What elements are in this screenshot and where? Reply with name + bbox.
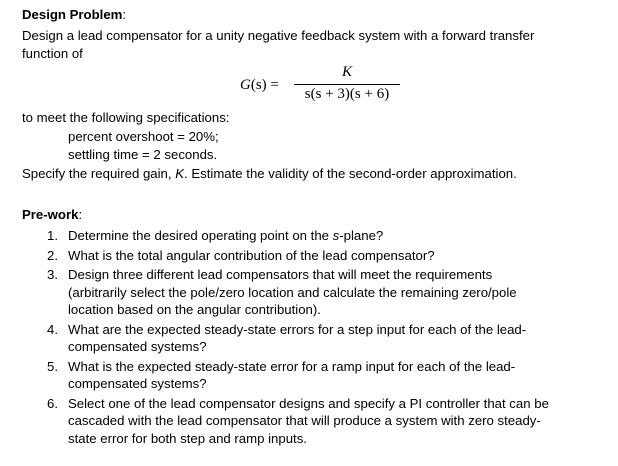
prework-heading (22, 206, 82, 223)
question-number: 4. (47, 321, 58, 337)
list-item (22, 227, 602, 245)
fraction-bar (294, 84, 400, 85)
question-line: compensated systems? (68, 376, 207, 391)
formula-numerator: K (341, 64, 352, 80)
question-line: What is the expected steady-state error for a ramp input for each of the lead- (68, 358, 516, 374)
spec-intro: to meet the following specifications: (22, 110, 230, 125)
question-number: 2. (47, 247, 58, 263)
intro-line-2: function of (22, 46, 83, 61)
task-post: . Estimate the validity of the second-order approximation. (184, 166, 517, 181)
prework-question-list (22, 227, 602, 449)
task-pre: Specify the required gain, (22, 166, 176, 181)
heading-text: Design Problem (22, 7, 123, 22)
formula-equals: = (270, 77, 279, 93)
formula-function-name: G (240, 77, 251, 93)
question-line: (arbitrarily select the pole/zero location and calculate the remaining zero/pole (68, 284, 517, 300)
q1-s: s (332, 228, 340, 243)
prework-colon: : (78, 207, 83, 222)
question-line: cascaded with the lead compensator that will produce a system with zero steady- (68, 413, 541, 428)
question-number: 1. (47, 228, 58, 243)
q1-post: -plane? (339, 228, 384, 243)
question-line: Design three different lead compensators that will meet the requirements (68, 267, 493, 282)
question-line: What are the expected steady-state errors for a step input for each of the lead- (68, 321, 527, 337)
intro-line-1: Design a lead compensator for a unity negative feedback system with a forward transfer (22, 28, 535, 43)
transfer-function-formula (228, 64, 428, 108)
formula-lhs (240, 77, 279, 94)
formula-argument: (s) (250, 77, 267, 93)
question-line: Select one of the lead compensator designs and specify a PI controller that can be (68, 395, 549, 411)
list-item (22, 266, 602, 319)
question-line: What is the total angular contribution of the lead compensator? (68, 247, 435, 263)
question-line: location based on the angular contribution). (68, 302, 321, 317)
question-number: 3. (47, 267, 58, 282)
question-line: compensated systems? (68, 339, 207, 354)
design-problem-heading (22, 6, 126, 23)
spec-settling-time: settling time = 2 seconds. (68, 147, 218, 162)
task-k: K (175, 166, 185, 181)
question-number: 6. (47, 395, 58, 411)
list-item (22, 358, 602, 393)
prework-heading-text: Pre-work (22, 207, 79, 222)
q1-pre: Determine the desired operating point on the (68, 228, 333, 243)
list-item (22, 321, 602, 356)
list-item (22, 395, 602, 448)
list-item (22, 247, 602, 265)
question-line (68, 227, 602, 245)
heading-colon: : (122, 7, 127, 22)
question-line: state error for both step and ramp inputs. (68, 430, 307, 446)
task-line (22, 165, 517, 182)
question-number: 5. (47, 358, 58, 374)
formula-denominator: s(s + 3)(s + 6) (304, 86, 390, 102)
spec-overshoot: percent overshoot = 20%; (68, 129, 219, 144)
